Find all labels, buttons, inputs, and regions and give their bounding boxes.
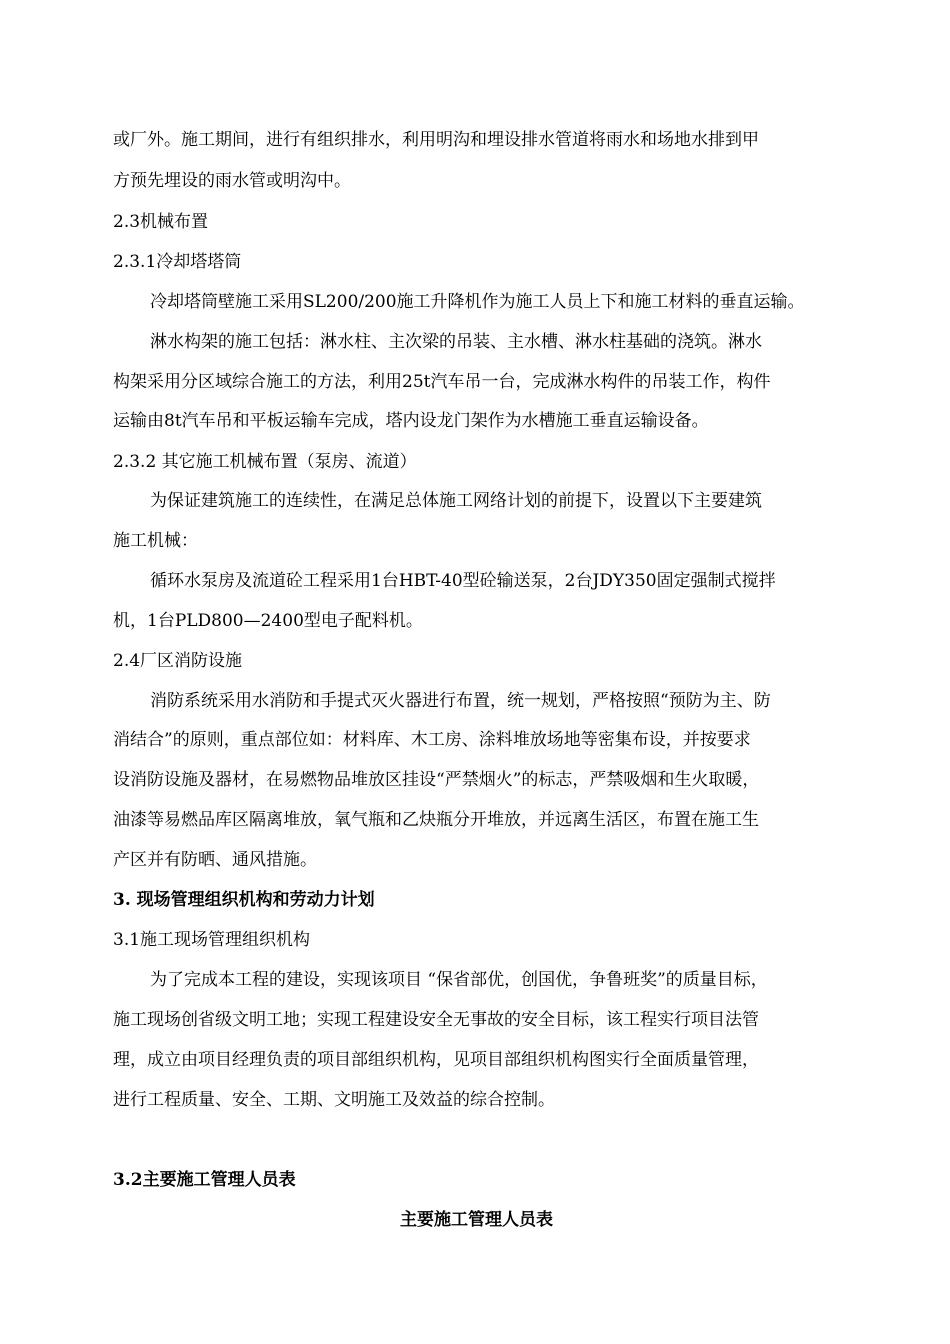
paragraph-line: 构架采用分区域综合施工的方法，利用25t汽车吊一台，完成淋水构件的吊装工作，构件 bbox=[113, 372, 771, 392]
chapter-heading: 3. 现场管理组织机构和劳动力计划 bbox=[113, 890, 375, 910]
paragraph-line: 进行工程质量、安全、工期、文明施工及效益的综合控制。 bbox=[113, 1090, 555, 1110]
paragraph-line: 冷却塔筒壁施工采用SL200/200施工升降机作为施工人员上下和施工材料的垂直运输。 bbox=[150, 292, 805, 312]
paragraph-line: 运输由8t汽车吊和平板运输车完成，塔内设龙门架作为水槽施工垂直运输设备。 bbox=[113, 411, 709, 431]
paragraph-line: 产区并有防晒、通风措施。 bbox=[113, 850, 317, 870]
paragraph-line: 为了完成本工程的建设，实现该项目 “保省部优，创国优，争鲁班奖”的质量目标， bbox=[150, 970, 768, 990]
paragraph-line: 循环水泵房及流道砼工程采用1台HBT-40型砼输送泵，2台JDY350固定强制式搅拌 bbox=[150, 571, 776, 591]
paragraph-line: 施工现场创省级文明工地；实现工程建设安全无事故的安全目标，该工程实行项目法管 bbox=[113, 1010, 759, 1030]
paragraph-line: 方预先埋设的雨水管或明沟中。 bbox=[113, 171, 351, 191]
subsection-heading: 2.3.1冷却塔塔筒 bbox=[113, 252, 242, 272]
paragraph-line: 设消防设施及器材，在易燃物品堆放区挂设“严禁烟火”的标志，严禁吸烟和生火取暖， bbox=[113, 770, 760, 790]
section-heading: 3.1施工现场管理组织机构 bbox=[113, 930, 311, 950]
paragraph-line: 消防系统采用水消防和手提式灭火器进行布置，统一规划，严格按照“预防为主、防 bbox=[150, 691, 771, 711]
paragraph-line: 淋水构架的施工包括：淋水柱、主次梁的吊装、主水槽、淋水柱基础的浇筑。淋水 bbox=[150, 332, 762, 352]
paragraph-line: 油漆等易燃品库区隔离堆放，氧气瓶和乙炔瓶分开堆放，并远离生活区，布置在施工生 bbox=[113, 810, 759, 830]
paragraph-line: 机，1台PLD800—2400型电子配料机。 bbox=[113, 611, 423, 631]
paragraph-line: 施工机械： bbox=[113, 531, 198, 551]
paragraph-line: 消结合”的原则，重点部位如：材料库、木工房、涂料堆放场地等密集布设，并按要求 bbox=[113, 730, 751, 750]
paragraph-line: 或厂外。施工期间，进行有组织排水，利用明沟和埋设排水管道将雨水和场地水排到甲 bbox=[113, 130, 759, 150]
section-heading: 3.2主要施工管理人员表 bbox=[113, 1170, 296, 1190]
subsection-heading: 2.3.2 其它施工机械布置（泵房、流道） bbox=[113, 452, 417, 472]
table-title: 主要施工管理人员表 bbox=[400, 1210, 553, 1230]
paragraph-line: 为保证建筑施工的连续性，在满足总体施工网络计划的前提下，设置以下主要建筑 bbox=[150, 491, 762, 511]
section-heading: 2.3机械布置 bbox=[113, 212, 209, 232]
section-heading: 2.4厂区消防设施 bbox=[113, 651, 243, 671]
paragraph-line: 理，成立由项目经理负责的项目部组织机构，见项目部组织机构图实行全面质量管理， bbox=[113, 1050, 759, 1070]
